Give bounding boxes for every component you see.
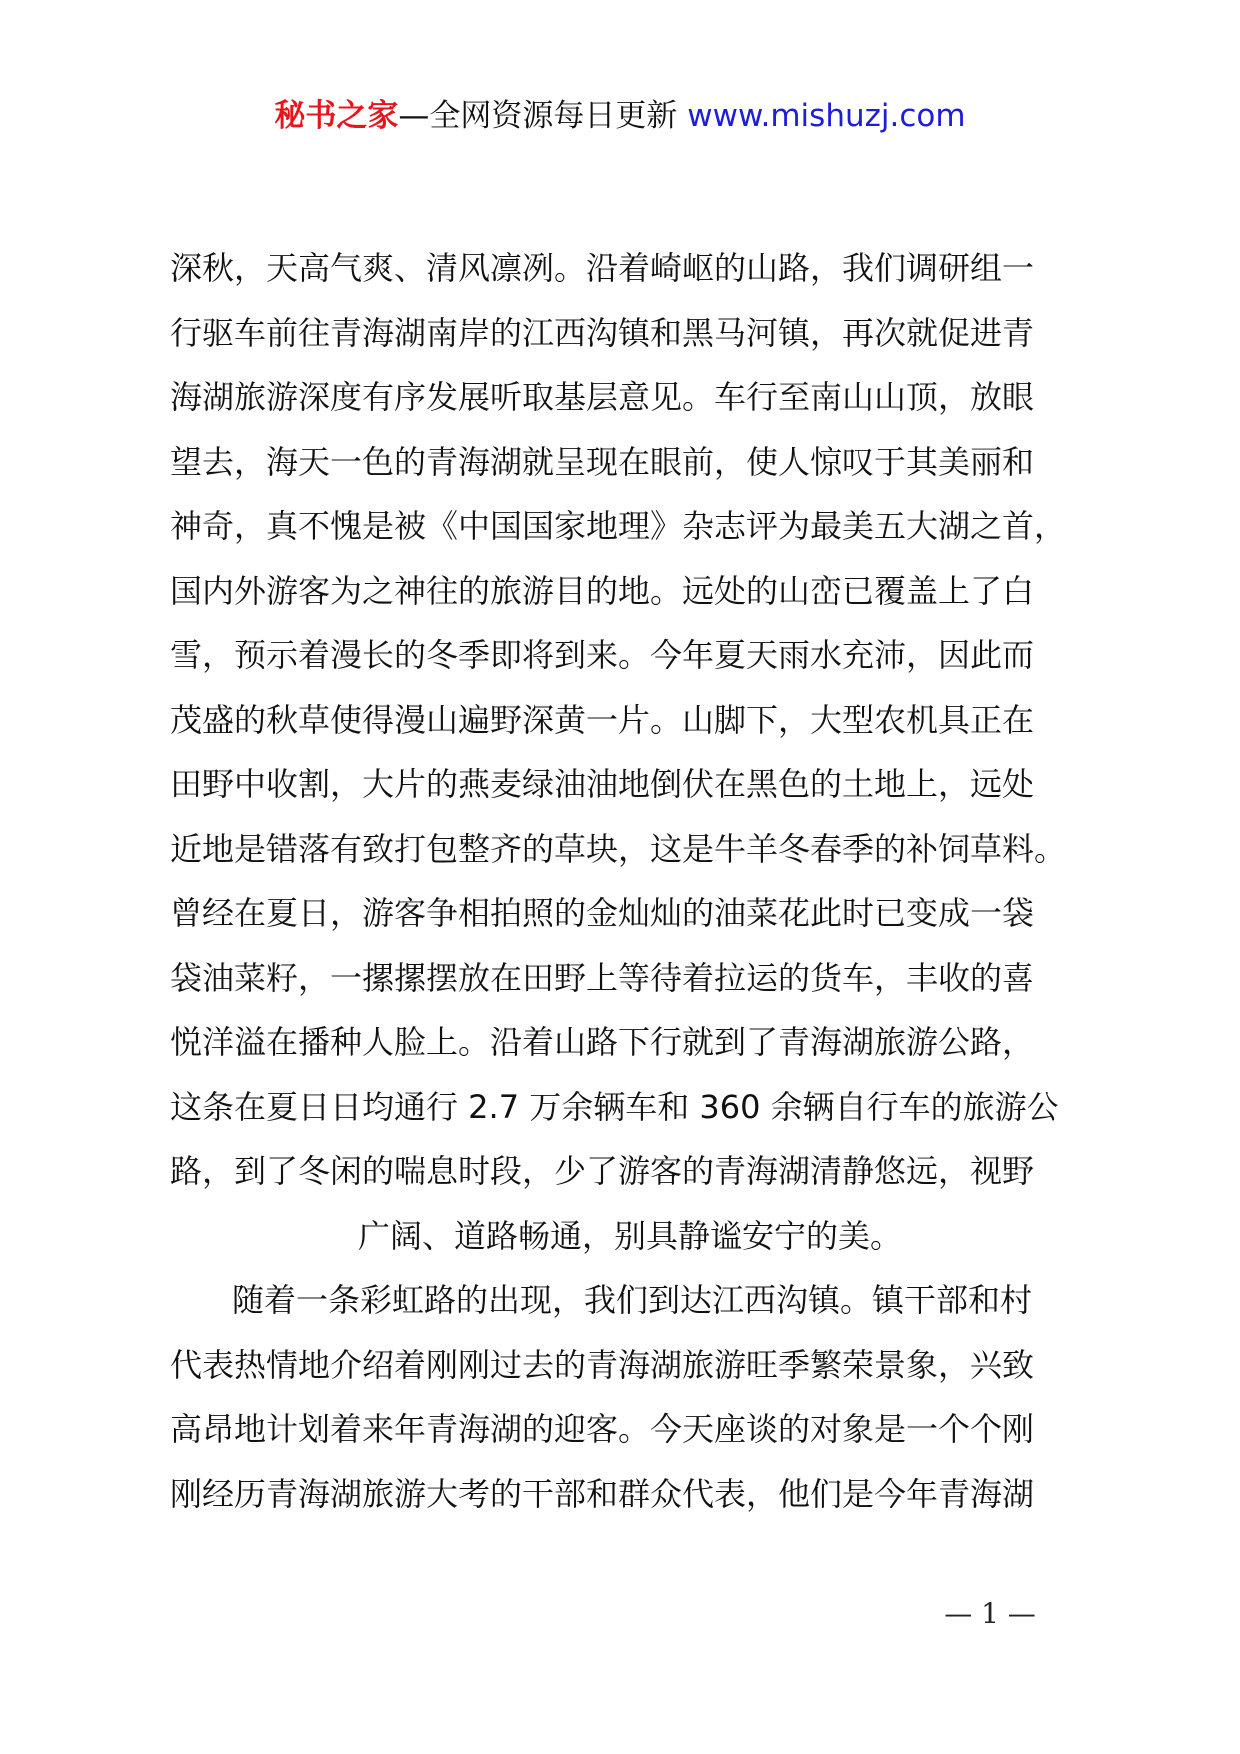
text-line: 行驱车前往青海湖南岸的江西沟镇和黑马河镇，再次就促进青 xyxy=(170,313,1035,352)
document-body xyxy=(170,236,1090,1526)
text-line: 曾经在夏日，游客争相拍照的金灿灿的油菜花此时已变成一袋 xyxy=(170,894,1035,932)
text-line: 随着一条彩虹路的出现，我们到达江西沟镇。镇干部和村 xyxy=(232,1281,1033,1319)
text-line: 国内外游客为之神往的旅游目的地。远处的山峦已覆盖上了白 xyxy=(170,571,1035,610)
site-header xyxy=(0,96,1240,136)
text-line: 袋油菜籽，一摞摞摆放在田野上等待着拉运的货车，丰收的喜 xyxy=(170,958,1035,997)
text-line: 雪，预示着漫长的冬季即将到来。今年夏天雨水充沛，因此而 xyxy=(170,636,1035,674)
text-line: 路，到了冬闲的喘息时段，少了游客的青海湖清静悠远，视野 xyxy=(170,1152,1035,1190)
text-line: 海湖旅游深度有序发展听取基层意见。车行至南山山顶，放眼 xyxy=(170,378,1035,416)
text-line: 深秋，天高气爽、清风凛冽。沿着崎岖的山路，我们调研组一 xyxy=(170,249,1035,287)
brand-name: 秘书之家 xyxy=(274,98,399,134)
site-url-link[interactable]: www.mishuzj.com xyxy=(687,98,966,134)
text-line: 广阔、道路畅通，别具静谧安宁的美。 xyxy=(357,1216,902,1255)
page-number: — 1 — xyxy=(944,1597,1036,1630)
text-line: 近地是错落有致打包整齐的草块，这是牛羊冬春季的补饲草料。 xyxy=(170,829,1067,868)
text-line: 茂盛的秋草使得漫山遍野深黄一片。山脚下，大型农机具正在 xyxy=(170,700,1035,739)
header-tagline: —全网资源每日更新 xyxy=(398,98,678,134)
text-line: 神奇，真不愧是被《中国国家地理》杂志评为最美五大湖之首， xyxy=(170,507,1067,545)
text-line: 这条在夏日日均通行 2.7 万余辆车和 360 余辆自行车的旅游公 xyxy=(170,1087,1059,1126)
text-line: 高昂地计划着来年青海湖的迎客。今天座谈的对象是一个个刚 xyxy=(170,1410,1035,1448)
text-line: 代表热情地介绍着刚刚过去的青海湖旅游旺季繁荣景象，兴致 xyxy=(170,1345,1035,1384)
text-line: 望去，海天一色的青海湖就呈现在眼前，使人惊叹于其美丽和 xyxy=(170,442,1035,481)
text-line: 刚经历青海湖旅游大考的干部和群众代表，他们是今年青海湖 xyxy=(170,1474,1035,1513)
text-line: 悦洋溢在播种人脸上。沿着山路下行就到了青海湖旅游公路， xyxy=(170,1023,1035,1061)
text-line: 田野中收割，大片的燕麦绿油油地倒伏在黑色的土地上，远处 xyxy=(170,765,1035,803)
paragraph-1 xyxy=(170,236,1090,1268)
paragraph-2 xyxy=(170,1268,1090,1526)
